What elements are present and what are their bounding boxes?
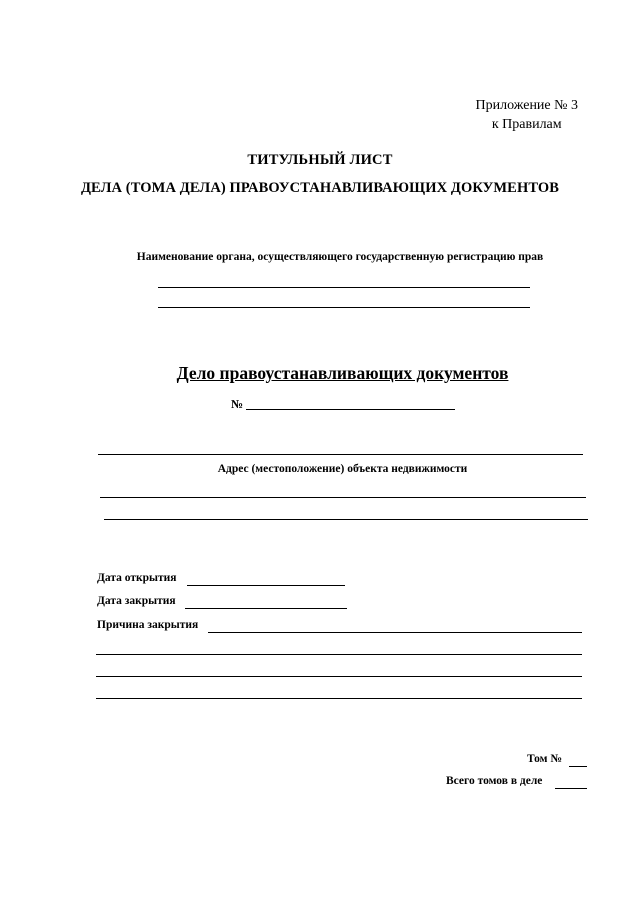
opening-date-label: Дата открытия: [97, 572, 177, 584]
appendix-reference: [476, 96, 579, 134]
closing-date-line: [185, 608, 347, 609]
organization-line-1: [158, 287, 530, 288]
reason-line-2: [96, 676, 582, 677]
reason-line-1: [96, 654, 582, 655]
organization-label: Наименование органа, осуществляющего государственную регистрацию прав: [136, 251, 544, 263]
volume-number-label: Том №: [527, 753, 562, 765]
total-volumes-line: [555, 788, 587, 789]
appendix-number: Приложение № 3: [475, 98, 578, 113]
case-number-label: №: [231, 397, 244, 411]
closing-reason-label: Причина закрытия: [97, 619, 199, 631]
address-line-1: [100, 497, 586, 498]
case-number-line: [246, 409, 455, 410]
reason-line-3: [96, 698, 582, 699]
address-line-2: [104, 519, 588, 520]
appendix-rules: к Правилам: [491, 117, 562, 132]
opening-date-line: [187, 585, 345, 586]
total-volumes-label: Всего томов в деле: [446, 775, 543, 787]
address-label: Адрес (местоположение) объекта недвижимости: [217, 463, 468, 475]
case-title: Дело правоустанавливающих документов: [176, 363, 509, 383]
closing-reason-line: [208, 632, 582, 633]
volume-number-line: [569, 766, 587, 767]
closing-date-label: Дата закрытия: [97, 595, 176, 607]
case-volume-heading: ДЕЛА (ТОМА ДЕЛА) ПРАВОУСТАНАВЛИВАЮЩИХ ДОКУМЕНТОВ: [80, 180, 560, 196]
organization-line-2: [158, 307, 530, 308]
title-sheet-heading: ТИТУЛЬНЫЙ ЛИСТ: [247, 152, 393, 168]
address-top-line: [98, 454, 583, 455]
